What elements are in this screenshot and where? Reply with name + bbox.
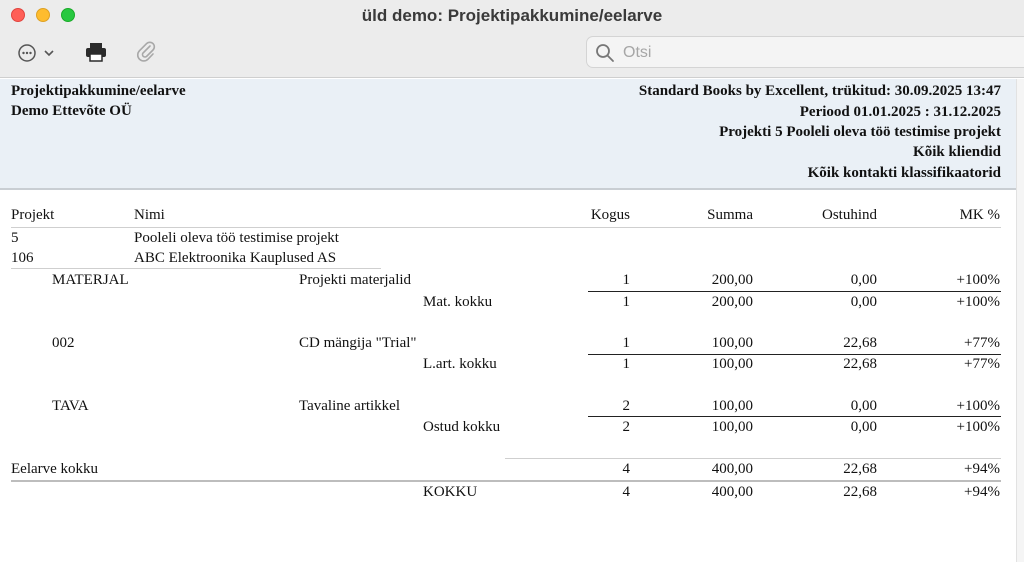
item-sum: 200,00: [711, 272, 753, 288]
search-input[interactable]: [621, 41, 1015, 65]
subtotal-sum: 200,00: [711, 294, 753, 310]
customer-divider: [11, 268, 381, 269]
item-cost: 22,68: [843, 335, 877, 351]
col-header-projekt: Projekt: [11, 207, 55, 223]
col-header-kogus: Kogus: [590, 207, 630, 223]
printer-icon: [84, 41, 108, 63]
subtotal-qty: 1: [622, 294, 630, 310]
subtotal-qty: 1: [622, 356, 630, 372]
item-margin: +100%: [956, 272, 1000, 288]
item-qty: 2: [622, 398, 630, 414]
item-code: 002: [52, 335, 75, 351]
subtotal-label: L.art. kokku: [423, 356, 497, 372]
customer-code: 106: [11, 250, 34, 266]
company-name: Demo Ettevõte OÜ: [11, 103, 132, 119]
attach-button[interactable]: [135, 40, 157, 64]
item-qty: 1: [622, 272, 630, 288]
col-header-nimi: Nimi: [134, 207, 165, 223]
budget-total-qty: 4: [622, 461, 630, 477]
grand-total-cost: 22,68: [843, 484, 877, 500]
subtotal-cost: 22,68: [843, 356, 877, 372]
project-filter: Projekti 5 Pooleli oleva töö testimise projekt: [719, 124, 1001, 140]
item-code: MATERJAL: [52, 272, 129, 288]
grand-total-qty: 4: [622, 484, 630, 500]
item-code: TAVA: [52, 398, 89, 414]
item-name: CD mängija "Trial": [299, 335, 417, 351]
item-margin: +77%: [964, 335, 1000, 351]
item-cost: 0,00: [850, 398, 877, 414]
period-info: Periood 01.01.2025 : 31.12.2025: [799, 104, 1001, 120]
ellipsis-circle-icon: [16, 42, 58, 64]
item-margin: +100%: [956, 398, 1000, 414]
item-sum: 100,00: [711, 398, 753, 414]
grand-total-sum: 400,00: [711, 484, 753, 500]
subtotal-label: Mat. kokku: [423, 294, 493, 310]
subtotal-sum: 100,00: [711, 419, 753, 435]
report-title: Projektipakkumine/eelarve: [11, 83, 186, 99]
search-icon: [595, 43, 615, 63]
project-code: 5: [11, 230, 19, 246]
subtotal-margin: +77%: [964, 356, 1000, 372]
search-field[interactable]: [586, 36, 1024, 68]
subtotal-qty: 2: [622, 419, 630, 435]
item-sum: 100,00: [711, 335, 753, 351]
subtotal-label: Ostud kokku: [423, 419, 501, 435]
vertical-scrollbar[interactable]: [1016, 79, 1024, 562]
item-cost: 0,00: [850, 272, 877, 288]
subtotal-cost: 0,00: [850, 419, 877, 435]
col-header-mk: MK %: [959, 207, 1000, 223]
budget-total-cost: 22,68: [843, 461, 877, 477]
item-name: Tavaline artikkel: [299, 398, 400, 414]
subtotal-margin: +100%: [956, 419, 1000, 435]
window-title: üld demo: Projektipakkumine/eelarve: [361, 6, 663, 25]
customer-filter: Kõik kliendid: [913, 144, 1001, 160]
customer-name: ABC Elektroonika Kauplused AS: [134, 250, 337, 266]
report-header: [0, 79, 1016, 190]
item-qty: 1: [622, 335, 630, 351]
more-actions-button[interactable]: [16, 42, 58, 64]
subtotal-margin: +100%: [956, 294, 1000, 310]
col-header-ostuhind: Ostuhind: [821, 207, 877, 223]
print-button[interactable]: [84, 41, 108, 63]
budget-total-margin: +94%: [964, 461, 1000, 477]
subtotal-sum: 100,00: [711, 356, 753, 372]
grand-total-label: KOKKU: [423, 484, 478, 500]
window-titlebar: [0, 0, 1024, 78]
classifier-filter: Kõik kontakti klassifikaatorid: [807, 165, 1001, 181]
project-name: Pooleli oleva töö testimise projekt: [134, 230, 339, 246]
grand-total-margin: +94%: [964, 484, 1000, 500]
budget-total-label: Eelarve kokku: [11, 461, 99, 477]
printed-info: Standard Books by Excellent, trükitud: 30.09.2025 13:47: [638, 83, 1001, 99]
paperclip-icon: [135, 40, 157, 64]
subtotal-cost: 0,00: [850, 294, 877, 310]
item-name: Projekti materjalid: [299, 272, 412, 288]
budget-total-sum: 400,00: [711, 461, 753, 477]
col-header-summa: Summa: [707, 207, 753, 223]
